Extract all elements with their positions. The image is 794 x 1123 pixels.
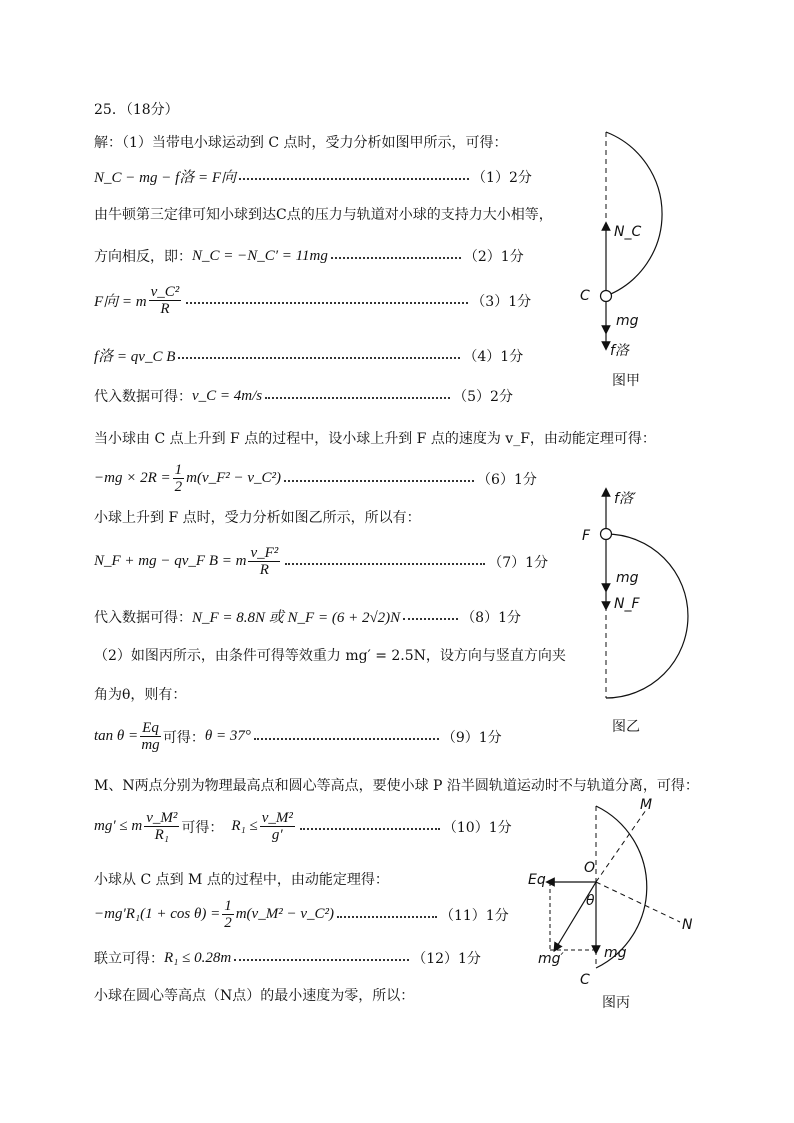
equation-6-lhs: −mg × 2R = — [94, 470, 171, 486]
equation-7-mark: （7）1分 — [488, 554, 549, 571]
equation-10-lhs2: R₁ ≤ — [231, 818, 258, 834]
fig-yi-caption: 图乙 — [612, 719, 640, 735]
equation-6-num: 1 — [174, 462, 183, 478]
equation-2 — [94, 246, 524, 266]
solution-intro: 解：（1）当带电小球运动到 C 点时，受力分析如图甲所示，可得： — [94, 135, 508, 151]
equation-10-mark: （10）1分 — [442, 819, 512, 836]
equation-2-expr: N_C = −N_C′ = 11mg — [192, 247, 328, 264]
point-f-analysis-text: 小球上升到 F 点时，受力分析如图乙所示，所以有： — [94, 510, 421, 526]
equation-9-rhs: θ = 37° — [204, 728, 251, 744]
figure-yi-diagram — [560, 480, 720, 710]
equation-7-den: R — [259, 562, 269, 578]
equation-12 — [94, 948, 481, 968]
fig-bing-label-mg: mg — [604, 945, 627, 961]
equation-8-expr: N_F = 8.8N 或 N_F = (6 + 2√2)N — [192, 610, 401, 626]
equation-3 — [94, 284, 531, 317]
angle-text: 角为θ，则有： — [94, 687, 187, 703]
equation-5-mark: （5）2分 — [453, 389, 513, 405]
equation-6-rhs: m(v_F² − v_C²) — [186, 470, 282, 486]
equation-4 — [94, 345, 523, 366]
equation-8 — [94, 606, 521, 627]
equation-9-den: mg — [141, 737, 160, 753]
fig-yi-label-f: f洛′ — [614, 491, 637, 507]
equation-11-den: 2 — [224, 915, 232, 931]
fig-jia-label-c: C — [580, 288, 590, 304]
equation-5-expr: v_C = 4m/s — [192, 387, 263, 404]
equation-3-lhs: F向 = m — [94, 294, 147, 310]
fig-jia-label-mg: mg — [616, 313, 639, 329]
equation-9-num: Eq — [142, 720, 159, 736]
equation-8-text: 代入数据可得： — [94, 609, 192, 626]
equation-11-lhs: −mg′R₁(1 + cos θ) = — [94, 906, 221, 922]
equation-6-den: 2 — [174, 479, 183, 495]
equation-11-rhs: m(v_M² − v_C²) — [235, 906, 334, 922]
equation-10-text: 可得： — [181, 819, 224, 836]
part-2-text: （2）如图丙所示，由条件可得等效重力 mg′ = 2.5N，设方向与竖直方向夹 — [94, 648, 566, 664]
equation-3-num: v_C² — [150, 284, 180, 300]
equation-3-mark: （3）1分 — [471, 293, 532, 310]
highest-point-text: M、N两点分别为物理最高点和圆心等高点，要使小球 P 沿半圆轨道运动时不与轨道分离，可得： — [94, 778, 699, 794]
equation-7 — [94, 545, 548, 578]
c-to-m-text: 小球从 C 点到 M 点的过程中，由动能定理得： — [94, 872, 389, 888]
equation-1-mark: （1）2分 — [472, 169, 532, 186]
fig-jia-label-f: f洛 — [610, 343, 629, 359]
equation-5-text: 代入数据可得： — [94, 389, 192, 405]
fig-yi-label-mg: mg — [616, 570, 639, 586]
fig-yi-label-nf: N_F — [614, 596, 640, 612]
fig-bing-label-mgp: mg′ — [538, 951, 564, 967]
min-speed-text: 小球在圆心等高点（N点）的最小速度为零，所以： — [94, 988, 415, 1004]
equation-12-text: 联立可得： — [94, 951, 164, 967]
fig-bing-label-theta: θ — [586, 893, 595, 909]
equation-11 — [94, 898, 509, 931]
equation-6-mark: （6）1分 — [477, 471, 537, 488]
equation-9-mark: （9）1分 — [441, 729, 502, 746]
equation-1-expr: N_C − mg − f洛 = F向 — [94, 170, 237, 186]
fig-jia-caption: 图甲 — [612, 373, 640, 389]
equation-3-den: R — [160, 301, 170, 317]
fig-bing-caption: 图丙 — [602, 995, 630, 1011]
fig-jia-label-nc: N_C — [614, 224, 642, 240]
equation-1 — [94, 166, 532, 187]
equation-12-mark: （12）1分 — [412, 951, 481, 967]
equation-9-text: 可得： — [162, 729, 205, 746]
newton-third-law-text: 由牛顿第三定律可知小球到达C点的压力与轨道对小球的支持力大小相等， — [94, 207, 553, 223]
equation-10-lhs: mg′ ≤ m — [94, 818, 143, 834]
equation-11-mark: （11）1分 — [439, 907, 509, 924]
equation-2-mark: （2）1分 — [463, 249, 524, 265]
equation-6 — [94, 462, 537, 495]
fig-yi-label-f-point: F — [582, 528, 591, 544]
equation-9-lhs: tan θ = — [94, 728, 139, 744]
equation-4-expr: f洛 = qv_C B — [94, 349, 176, 365]
fig-bing-label-o: O — [584, 860, 596, 876]
problem-heading: 25．（18分） — [94, 102, 179, 118]
equation-10-num2: v_M² — [261, 810, 293, 826]
equation-9 — [94, 720, 502, 753]
equation-10 — [94, 810, 512, 843]
equation-10-den: R₁ — [154, 827, 169, 843]
figure-jia-diagram — [560, 120, 720, 400]
equation-7-num: v_F² — [250, 545, 279, 561]
equation-4-mark: （4）1分 — [463, 348, 524, 365]
fig-bing-label-c: C — [580, 972, 590, 988]
equation-5 — [94, 386, 513, 406]
fig-bing-label-eq: Eq — [528, 872, 546, 888]
equation-11-num: 1 — [224, 898, 232, 914]
equation-8-mark: （8）1分 — [461, 609, 522, 626]
equation-7-lhs: N_F + mg − qv_F B = m — [94, 553, 247, 569]
equation-12-expr: R₁ ≤ 0.28m — [164, 949, 232, 966]
fig-bing-label-m: M — [640, 797, 653, 813]
equation-2-text: 方向相反，即： — [94, 249, 192, 265]
equation-10-num: v_M² — [146, 810, 178, 826]
fig-bing-label-n: N — [682, 917, 693, 933]
equation-10-den2: g′ — [271, 827, 283, 843]
energy-theorem-text: 当小球由 C 点上升到 F 点的过程中，设小球上升到 F 点的速度为 v_F，由动能定理可得： — [94, 431, 656, 447]
